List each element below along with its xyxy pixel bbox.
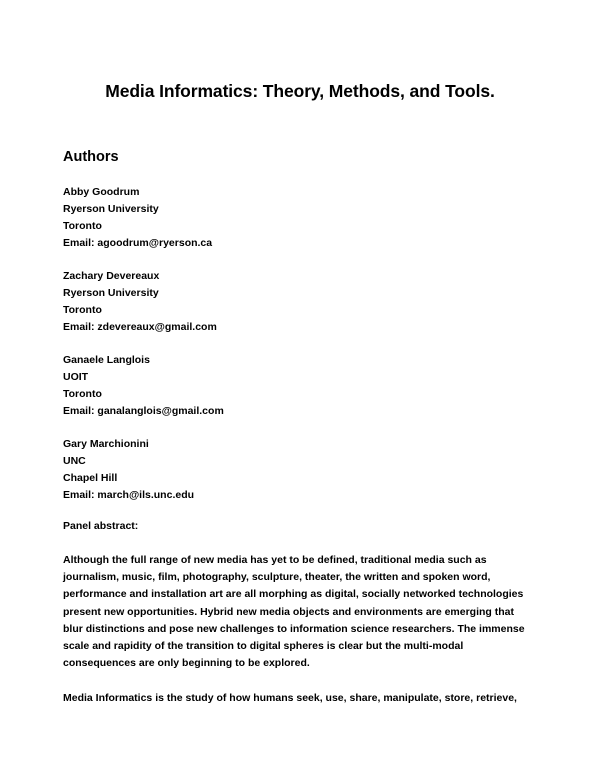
author-affiliation: UNC xyxy=(63,455,86,467)
author-block xyxy=(63,352,543,420)
author-block xyxy=(63,184,543,252)
abstract-paragraph xyxy=(63,690,543,707)
author-affiliation: UOIT xyxy=(63,371,89,383)
author-email: Email: agoodrum@ryerson.ca xyxy=(63,237,213,249)
author-city: Toronto xyxy=(63,220,102,232)
author-email: Email: zdevereaux@gmail.com xyxy=(63,321,217,333)
author-email: Email: march@ils.unc.edu xyxy=(63,489,195,501)
author-affiliation: Ryerson University xyxy=(63,203,159,215)
author-name: Abby Goodrum xyxy=(63,186,140,198)
author-name: Gary Marchionini xyxy=(63,438,149,450)
abstract-paragraph xyxy=(63,552,543,672)
document-title: Media Informatics: Theory, Methods, and Tools. xyxy=(105,81,495,101)
panel-abstract-label: Panel abstract: xyxy=(63,520,139,532)
paragraph-line: Media Informatics is the study of how humans seek, use, share, manipulate, store, retrieve, xyxy=(63,692,517,704)
author-city: Toronto xyxy=(63,388,102,400)
author-affiliation: Ryerson University xyxy=(63,287,159,299)
author-name: Ganaele Langlois xyxy=(63,354,150,366)
author-block xyxy=(63,436,543,504)
author-email: Email: ganalanglois@gmail.com xyxy=(63,405,224,417)
author-city: Toronto xyxy=(63,304,102,316)
paragraph-line: Although the full range of new media has yet to be defined, traditional media such as xyxy=(63,554,487,566)
author-block xyxy=(63,268,543,336)
paragraph-line: blur distinctions and pose new challenges to information science researchers. The immense xyxy=(63,622,525,635)
paragraph-line: consequences are only beginning to be explored. xyxy=(63,657,310,670)
author-city: Chapel Hill xyxy=(63,472,118,484)
paragraph-line: scale and rapidity of the transition to digital spheres is clear but the multi-modal xyxy=(63,640,464,653)
paragraph-line: present new opportunities. Hybrid new media objects and environments are emerging that xyxy=(63,605,515,618)
authors-heading: Authors xyxy=(63,149,119,165)
paragraph-line: performance and installation art are all morphing as digital, socially networked technologies xyxy=(63,588,524,601)
paragraph-line: journalism, music, film, photography, sculpture, theater, the written and spoken word, xyxy=(63,571,491,584)
author-name: Zachary Devereaux xyxy=(63,270,160,282)
